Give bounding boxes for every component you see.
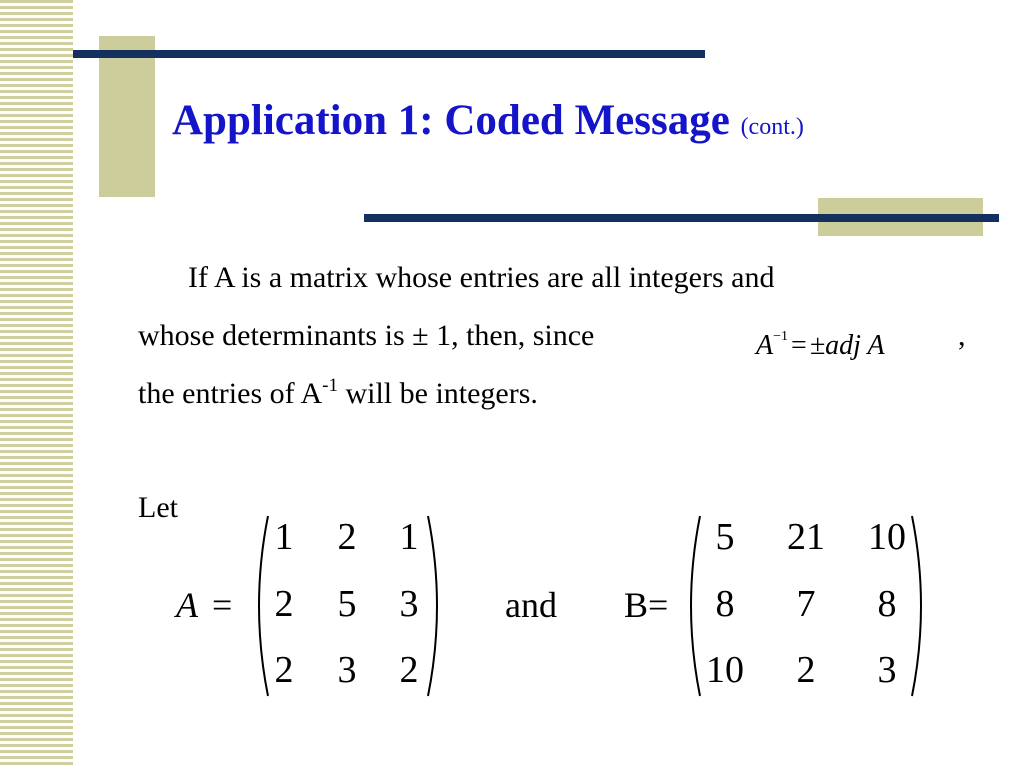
matrix-b-cell: 7	[796, 583, 816, 625]
title-main: Application 1: Coded Message	[172, 97, 730, 144]
matrix-a-cell: 5	[337, 583, 357, 625]
matrix-a-cell: 2	[274, 583, 294, 625]
matrix-b-cell: 2	[796, 649, 816, 691]
matrix-b-cell: 5	[715, 516, 735, 558]
line3-pre: the entries of A	[138, 377, 323, 410]
matrix-a-cell: 3	[337, 649, 357, 691]
matrix-b-cell: 10	[868, 516, 906, 558]
line3-sup: -1	[322, 375, 338, 396]
and-label: and	[505, 585, 557, 625]
matrix-a-cell: 3	[399, 583, 419, 625]
matrix-b-cell: 21	[787, 516, 825, 558]
matrix-b-cell: 3	[877, 649, 897, 691]
body-line-2: whose determinants is ± 1, then, since	[138, 319, 595, 352]
slide-title	[172, 96, 804, 152]
body-line-1: If A is a matrix whose entries are all integers and	[188, 261, 775, 294]
body-line-3	[138, 376, 538, 412]
title-suffix: (cont.)	[740, 114, 804, 140]
inverse-formula	[756, 320, 885, 363]
formula-sup: −1	[773, 329, 789, 344]
matrix-a-label: A	[176, 585, 198, 625]
matrix-a-cell: 2	[337, 516, 357, 558]
top-rule	[73, 50, 705, 58]
line3-post: will be integers.	[337, 377, 538, 410]
matrix-b-cell: 8	[877, 583, 897, 625]
matrix-a-cell: 1	[399, 516, 419, 558]
matrix-a-cell: 1	[274, 516, 294, 558]
bottom-rule	[364, 214, 999, 222]
body-comma: ,	[958, 319, 966, 352]
decorative-stripes	[0, 0, 73, 768]
formula-lhs: A	[756, 330, 774, 361]
let-label: Let	[138, 491, 178, 524]
formula-eq: =	[791, 330, 807, 361]
matrix-a-equals: =	[212, 585, 233, 625]
matrix-a-cell: 2	[399, 649, 419, 691]
matrix-a-cell: 2	[274, 649, 294, 691]
formula-rhs: ±adj A	[809, 330, 885, 361]
matrix-b-label: B=	[624, 585, 669, 625]
matrix-b-cell: 10	[706, 649, 744, 691]
decorative-block-top	[99, 36, 155, 197]
matrix-b-cell: 8	[715, 583, 735, 625]
